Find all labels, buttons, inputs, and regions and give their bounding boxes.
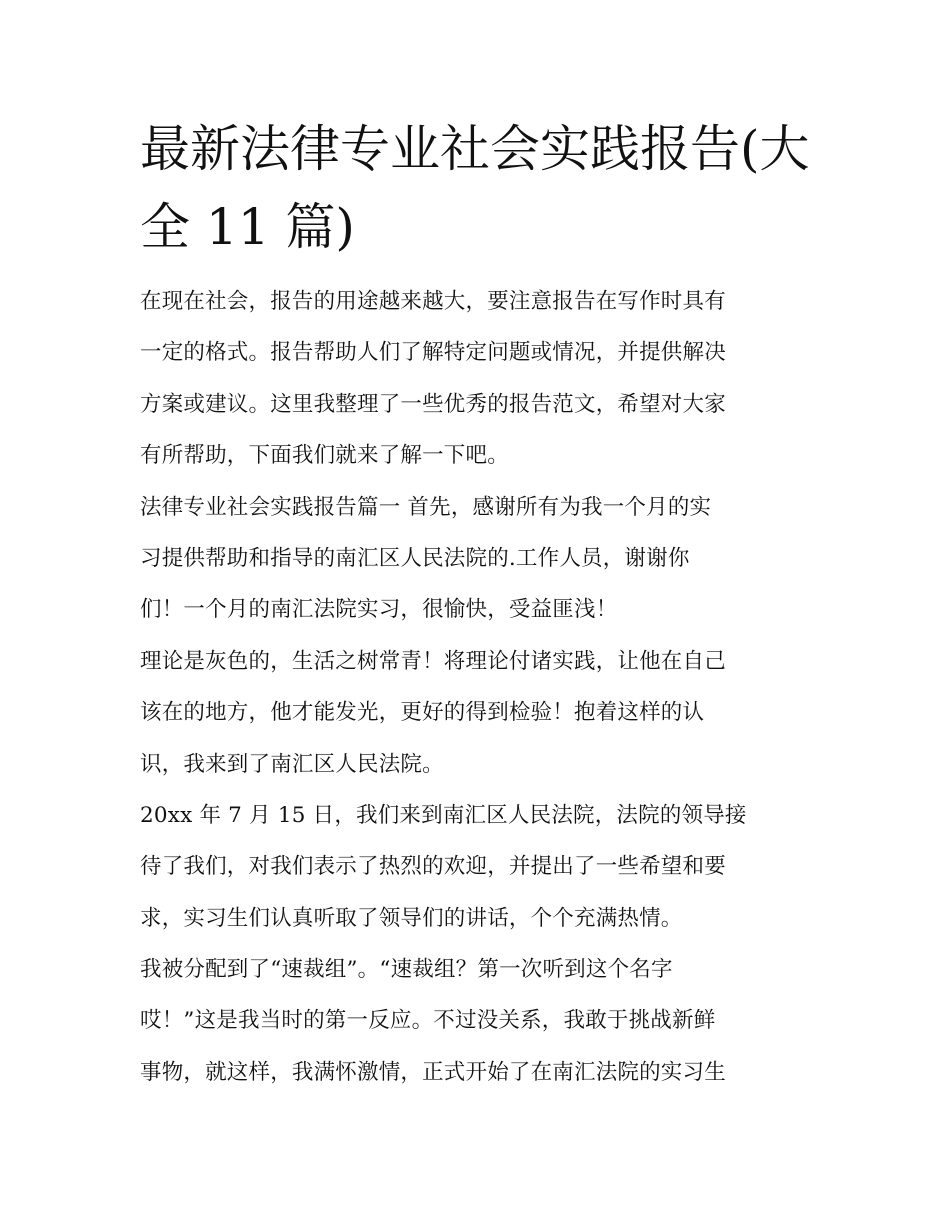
body-line: 该在的地方，他才能发光，更好的得到检验！抱着这样的认 — [140, 700, 705, 726]
document-body — [140, 276, 830, 1098]
body-line: 一定的格式。报告帮助人们了解特定问题或情况，并提供解决 — [140, 340, 726, 366]
title-line: 最新法律专业社会实践报告(大 — [140, 120, 810, 178]
title-line: 全 11 篇) — [140, 198, 355, 256]
body-line: 事物，就这样，我满怀激情，正式开始了在南汇法院的实习生 — [140, 1059, 726, 1085]
body-line: 方案或建议。这里我整理了一些优秀的报告范文，希望对大家 — [140, 391, 726, 417]
body-line: 们！一个月的南汇法院实习，很愉快，受益匪浅！ — [140, 597, 618, 623]
body-line: 有所帮助，下面我们就来了解一下吧。 — [140, 443, 509, 469]
body-line: 习提供帮助和指导的南汇区人民法院的.工作人员，谢谢你 — [140, 545, 690, 571]
body-line: 理论是灰色的，生活之树常青！将理论付诸实践，让他在自己 — [140, 648, 726, 674]
body-line: 我被分配到了“速裁组”。“速裁组？第一次听到这个名字 — [140, 957, 673, 983]
body-line: 法律专业社会实践报告篇一 首先，感谢所有为我一个月的实 — [140, 494, 712, 520]
body-line: 待了我们，对我们表示了热烈的欢迎，并提出了一些希望和要 — [140, 854, 726, 880]
document-title — [140, 110, 820, 266]
body-line: 求，实习生们认真听取了领导们的讲话，个个充满热情。 — [140, 905, 683, 931]
body-line: 在现在社会，报告的用途越来越大，要注意报告在写作时具有 — [140, 289, 726, 314]
body-line: 哎！”这是我当时的第一反应。不过没关系，我敢于挑战新鲜 — [140, 1008, 716, 1034]
body-line: 识，我来到了南汇区人民法院。 — [140, 751, 444, 777]
body-line: 20xx 年 7 月 15 日，我们来到南汇区人民法院，法院的领导接 — [140, 802, 747, 828]
